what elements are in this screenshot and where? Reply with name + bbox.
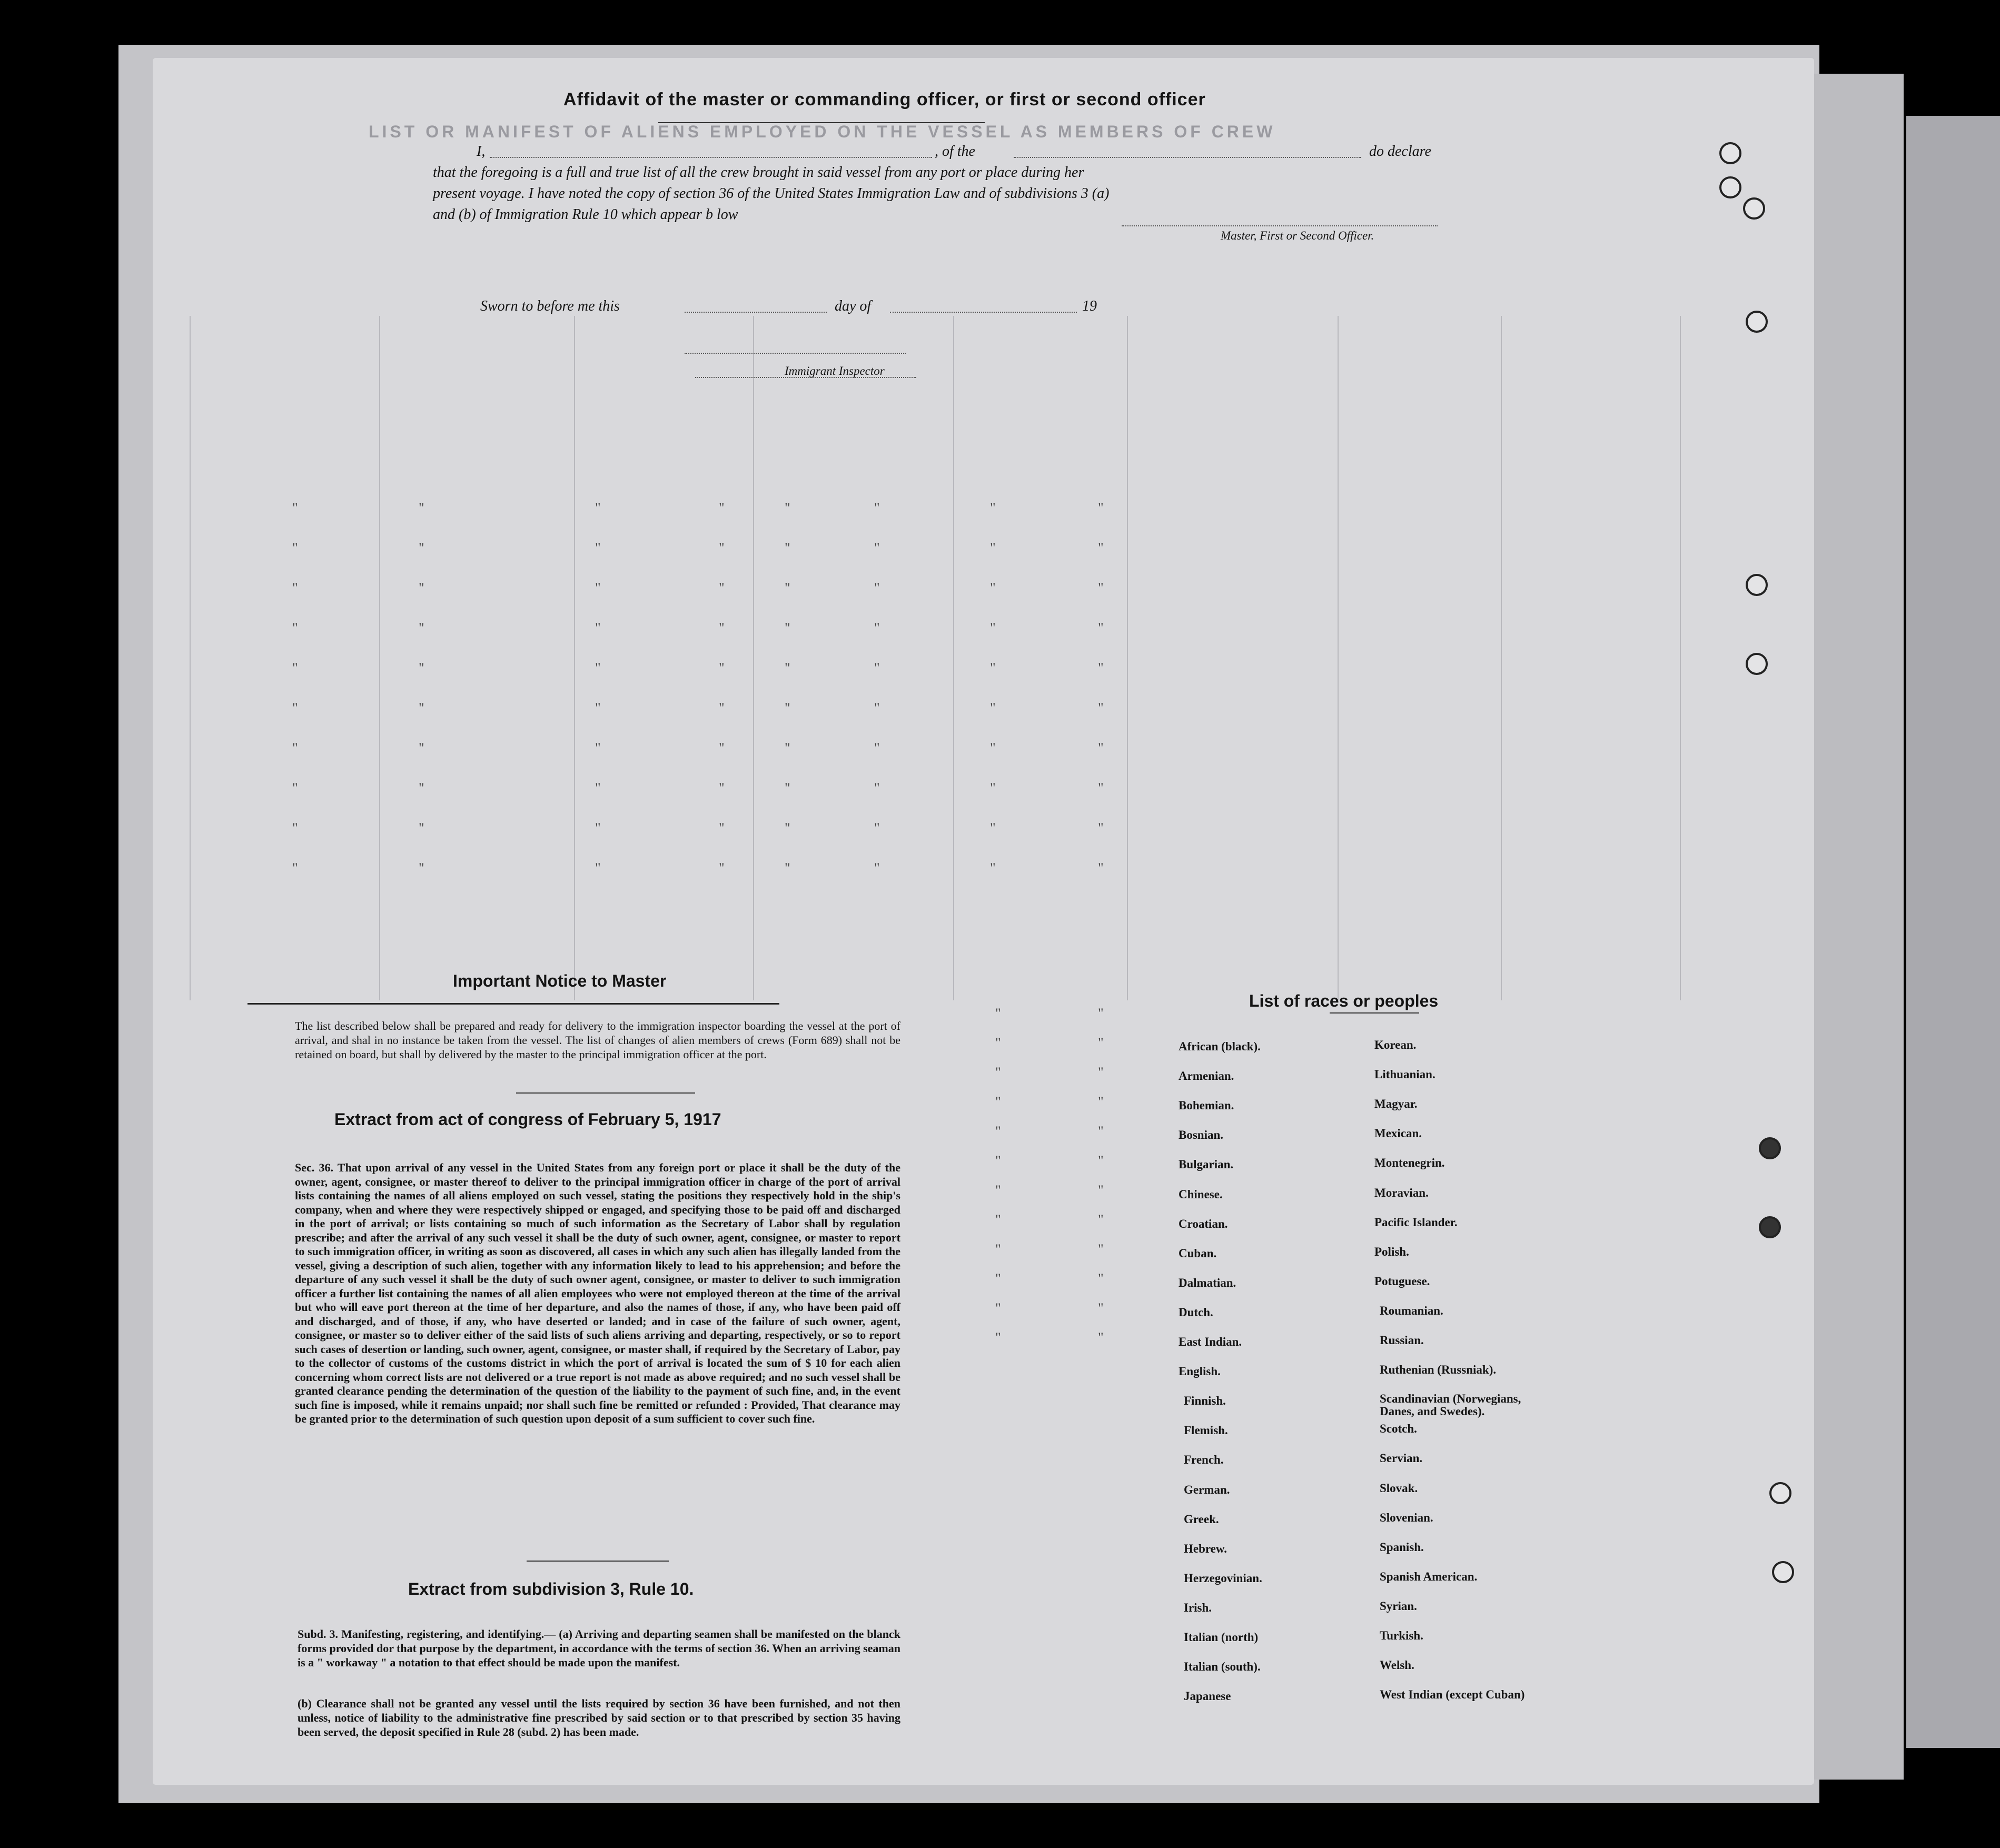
ditto-mark: " — [719, 700, 725, 716]
ditto-mark: " — [719, 500, 725, 515]
race-item: Potuguese. — [1374, 1274, 1430, 1288]
ditto-mark: " — [785, 740, 790, 756]
ditto-mark: " — [1098, 1153, 1104, 1168]
race-item: Flemish. — [1184, 1424, 1228, 1437]
ditto-mark: " — [1098, 820, 1104, 836]
ditto-mark: " — [595, 780, 601, 796]
ditto-mark: " — [995, 1300, 1001, 1316]
ditto-mark: " — [990, 620, 996, 635]
ditto-mark: " — [990, 820, 996, 836]
race-item: Armenian. — [1179, 1069, 1234, 1083]
race-item: Bosnian. — [1179, 1128, 1224, 1142]
vessel-blank — [1014, 157, 1361, 158]
ditto-mark: " — [874, 700, 880, 716]
ditto-mark: " — [1098, 700, 1104, 716]
ditto-mark: " — [292, 780, 298, 796]
affidavit-title: Affidavit of the master or commanding officer, or first or second officer — [563, 90, 1206, 110]
notice-rule — [247, 1003, 779, 1005]
ditto-mark: " — [1098, 1330, 1104, 1345]
race-item: Korean. — [1374, 1038, 1417, 1051]
ditto-mark: " — [785, 780, 790, 796]
ditto-mark: " — [995, 1153, 1001, 1168]
ditto-mark: " — [1098, 780, 1104, 796]
race-item: Italian (south). — [1184, 1660, 1261, 1674]
ditto-mark: " — [595, 500, 601, 515]
underlying-page-edge — [1814, 74, 1904, 1780]
ditto-mark: " — [990, 740, 996, 756]
ditto-mark: " — [990, 860, 996, 876]
ditto-mark: " — [995, 1065, 1001, 1080]
ditto-mark: " — [419, 820, 424, 836]
ditto-mark: " — [1098, 1241, 1104, 1257]
ditto-mark: " — [874, 740, 880, 756]
ditto-mark: " — [419, 780, 424, 796]
extract-rule-heading: Extract from subdivision 3, Rule 10. — [408, 1579, 694, 1598]
ditto-mark: " — [595, 620, 601, 635]
notice-body: The list described below shall be prepared and ready for delivery to the immigration inspector boarding the vessel at the port of arrival, and shal in no instance be taken from the vessel. The list of changes of alien members of crews (Form 689) shall not be retained on board, but shall by delivered by the master to the principal immigration officer at the port. — [295, 1019, 900, 1061]
ditto-mark: " — [990, 580, 996, 595]
ditto-mark: " — [292, 740, 298, 756]
ditto-mark: " — [719, 780, 725, 796]
ditto-mark: " — [874, 620, 880, 635]
race-item: Magyar. — [1374, 1097, 1418, 1111]
ditto-mark: " — [719, 620, 725, 635]
race-item: German. — [1184, 1483, 1230, 1496]
ditto-mark: " — [719, 740, 725, 756]
race-item: Pacific Islander. — [1374, 1215, 1458, 1229]
ditto-mark: " — [995, 1330, 1001, 1345]
ditto-mark: " — [719, 820, 725, 836]
faint-column-line — [574, 316, 575, 1000]
extract-rule-body-b: (b) Clearance shall not be granted any vessel until the lists required by section 36 have been furnished, and not then unless, notice of liability to the administrative fine prescribed by said section or to that prescribed by section 35 having been served, the deposit specified in Rule 28 (subd. 2) has been made. — [298, 1697, 900, 1738]
race-item: Slovenian. — [1380, 1511, 1433, 1524]
ditto-mark: " — [1098, 500, 1104, 515]
race-item: Scandinavian (Norwegians, Danes, and Swedes). — [1380, 1392, 1521, 1418]
ditto-mark: " — [995, 1183, 1001, 1198]
ditto-mark: " — [419, 500, 424, 515]
race-item: Montenegrin. — [1374, 1156, 1445, 1170]
inspector-label: Immigrant Inspector — [785, 364, 885, 377]
race-item: Cuban. — [1179, 1246, 1217, 1260]
faint-column-line — [190, 316, 191, 1000]
race-item: Italian (north) — [1184, 1631, 1259, 1644]
sworn-month-blank — [890, 312, 1077, 313]
ditto-mark: " — [785, 500, 790, 515]
ditto-mark: " — [874, 780, 880, 796]
race-item: Japanese — [1184, 1690, 1231, 1703]
race-item: Dutch. — [1179, 1305, 1213, 1319]
faint-column-line — [379, 316, 380, 1000]
faint-column-line — [1501, 316, 1502, 1000]
ditto-mark: " — [995, 1035, 1001, 1050]
ditto-mark: " — [995, 1212, 1001, 1227]
ditto-mark: " — [292, 580, 298, 595]
ditto-mark: " — [1098, 1183, 1104, 1198]
binder-hole — [1746, 653, 1768, 675]
race-item: West Indian (except Cuban) — [1380, 1688, 1525, 1702]
race-item: Chinese. — [1179, 1187, 1223, 1201]
race-item: Scotch. — [1380, 1422, 1417, 1436]
affidavit-line2: that the foregoing is a full and true list of all the crew brought in said vessel from any port or place during her — [433, 164, 1084, 181]
extract-short-rule — [527, 1561, 669, 1562]
title-underline — [658, 122, 985, 123]
ditto-mark: " — [419, 700, 424, 716]
extract-act-body: Sec. 36. That upon arrival of any vessel in the United States from any foreign port or place it shall be the duty of the owner, agent, consignee, or master thereof to deliver to the principal immigration officer in charge of the port of arrival lists containing the names of all aliens employed on such vessel, stating the positions they respectively hold in the ship's company, when and where they were respectively shipped or engaged, and specifying those to be paid off and discharged in the port of arrival; or lists containing so much of such information as the Secretary of Labor shall by regulation prescribe; and after the arrival of any such vessel it shall be the duty of such owner, agent, consignee, or master to report to such immigration officer, in writing as soon as discovered, all cases in which any such alien has illegally landed from the vessel, giving a description of such alien, together with any information likely to lead to his apprehension; and before the departure of any such vessel it shall be the duty of such owner agent, consignee, or master to deliver to such immigration officer a further list containing the names of all alien employees who were not employed thereon at the time of the arrival but who will eave port thereon at the time of her departure, and also the names of those, if any, who have been paid off and discharged, and of those, if any, who have deserted or landed; and in case of the failure of such owner, agent, consignee, or master so to deliver either of the said lists of such aliens arriving and departing, respectively, or so to report such cases of desertion or landing, such owner, agent, consignee, or master shall, if required by the Secretary of Labor, pay to the collector of customs of the customs district in which the port of arrival is located the sum of $ 10 for each alien concerning whom correct lists are not delivered or a true report is not made as above required; and no such vessel shall be granted clearance pending the determination of the question of the liability to the payment of such fine, and, in the event such fine is imposed, while it remains unpaid; nor shall such fine be remitted or refunded : Provided, That clearance may be granted prior to the determination of such question upon deposit of a sum sufficient to cover such fine. — [295, 1161, 900, 1425]
ditto-mark: " — [785, 660, 790, 675]
race-item: Irish. — [1184, 1601, 1212, 1614]
binder-hole — [1743, 197, 1765, 220]
ditto-mark: " — [874, 820, 880, 836]
ditto-mark: " — [419, 540, 424, 555]
race-item: Syrian. — [1380, 1599, 1417, 1613]
ditto-mark: " — [785, 860, 790, 876]
ditto-mark: " — [419, 740, 424, 756]
ditto-mark: " — [1098, 1094, 1104, 1109]
race-item: English. — [1179, 1365, 1221, 1378]
affidavit-line1-c: do declare — [1369, 143, 1431, 160]
race-item: Roumanian. — [1380, 1304, 1443, 1317]
race-item: Bohemian. — [1179, 1099, 1234, 1112]
faint-column-line — [1680, 316, 1681, 1000]
race-item: Lithuanian. — [1374, 1068, 1435, 1081]
ditto-mark: " — [292, 860, 298, 876]
bleed-through-header: LIST OR MANIFEST OF ALIENS EMPLOYED ON THE VESSEL AS MEMBERS OF CREW — [369, 122, 1276, 141]
ditto-mark: " — [990, 780, 996, 796]
affidavit-line1-b: , of the — [935, 143, 975, 160]
ditto-mark: " — [874, 540, 880, 555]
ditto-mark: " — [785, 580, 790, 595]
ditto-mark: " — [1098, 540, 1104, 555]
ditto-mark: " — [1098, 1035, 1104, 1050]
ditto-mark: " — [1098, 740, 1104, 756]
ditto-mark: " — [595, 820, 601, 836]
notice-heading: Important Notice to Master — [453, 971, 667, 990]
races-underline — [1330, 1012, 1419, 1014]
ditto-mark: " — [874, 860, 880, 876]
ditto-mark: " — [874, 660, 880, 675]
ditto-mark: " — [785, 540, 790, 555]
ditto-mark: " — [990, 660, 996, 675]
inspector-signature-line-1 — [685, 353, 906, 354]
ditto-mark: " — [1098, 580, 1104, 595]
ditto-mark: " — [292, 660, 298, 675]
race-item: Servian. — [1380, 1452, 1423, 1465]
race-item: Moravian. — [1374, 1186, 1429, 1199]
faint-column-line — [1338, 316, 1339, 1000]
extract-rule-body-a: Subd. 3. Manifesting, registering, and identifying.— (a) Arriving and departing seamen shall be manifested on the blanck forms provided dor that purpose by the department, in accordance with the terms of section 36. When an arriving seaman is a " workaway " a notation to that effect should be made upon the manifest. — [298, 1627, 900, 1669]
ditto-mark: " — [995, 1094, 1001, 1109]
race-item: Slovak. — [1380, 1481, 1418, 1495]
faint-column-line — [953, 316, 954, 1000]
race-item: Finnish. — [1184, 1394, 1226, 1408]
race-item: Greek. — [1184, 1512, 1219, 1526]
affidavit-line1-a: I, — [477, 143, 486, 160]
ditto-mark: " — [785, 820, 790, 836]
ditto-mark: " — [719, 860, 725, 876]
sworn-a: Sworn to before me this — [480, 298, 620, 314]
ditto-mark: " — [595, 860, 601, 876]
ditto-mark: " — [1098, 860, 1104, 876]
binder-hole — [1719, 142, 1741, 164]
ditto-mark: " — [419, 660, 424, 675]
ditto-mark: " — [1098, 1065, 1104, 1080]
ditto-mark: " — [292, 820, 298, 836]
ditto-mark: " — [1098, 1006, 1104, 1021]
ditto-mark: " — [595, 700, 601, 716]
ditto-mark: " — [1098, 660, 1104, 675]
race-item: Spanish. — [1380, 1540, 1424, 1554]
ditto-mark: " — [292, 620, 298, 635]
ditto-mark: " — [292, 540, 298, 555]
race-item: Welsh. — [1380, 1658, 1414, 1672]
name-blank — [490, 157, 932, 158]
ditto-mark: " — [990, 540, 996, 555]
ditto-mark: " — [1098, 1212, 1104, 1227]
sworn-c: 19 — [1082, 298, 1097, 314]
ditto-mark: " — [995, 1124, 1001, 1139]
race-item: East Indian. — [1179, 1335, 1242, 1348]
races-heading: List of races or peoples — [1249, 991, 1439, 1010]
race-item: Hebrew. — [1184, 1542, 1227, 1555]
binder-hole — [1772, 1561, 1794, 1583]
binder-hole — [1759, 1137, 1781, 1159]
binder-hole — [1759, 1216, 1781, 1238]
ditto-mark: " — [595, 540, 601, 555]
race-item: Dalmatian. — [1179, 1276, 1236, 1289]
race-item: Mexican. — [1374, 1127, 1422, 1140]
underlying-page-edge-far — [1906, 116, 2000, 1748]
ditto-mark: " — [719, 540, 725, 555]
race-item: Spanish American. — [1380, 1569, 1478, 1583]
binder-hole — [1746, 311, 1768, 333]
ditto-mark: " — [874, 500, 880, 515]
race-item: Ruthenian (Russniak). — [1380, 1363, 1497, 1377]
ditto-mark: " — [595, 660, 601, 675]
ditto-mark: " — [719, 580, 725, 595]
affidavit-line3: present voyage. I have noted the copy of section 36 of the United States Immigration Law and of subdivisions 3 (a) — [433, 185, 1110, 202]
ditto-mark: " — [1098, 620, 1104, 635]
race-item: Russian. — [1380, 1334, 1424, 1347]
ditto-mark: " — [595, 740, 601, 756]
binder-hole — [1719, 176, 1741, 198]
master-label: Master, First or Second Officer. — [1221, 229, 1374, 242]
race-item: Turkish. — [1380, 1629, 1423, 1642]
faint-column-line — [1127, 316, 1128, 1000]
race-item: African (black). — [1179, 1040, 1261, 1053]
ditto-mark: " — [419, 860, 424, 876]
race-item: French. — [1184, 1453, 1224, 1467]
race-item: Herzegovinian. — [1184, 1571, 1262, 1585]
master-signature-line — [1122, 225, 1438, 226]
ditto-mark: " — [292, 700, 298, 716]
ditto-mark: " — [785, 620, 790, 635]
ditto-mark: " — [990, 500, 996, 515]
ditto-mark: " — [995, 1006, 1001, 1021]
ditto-mark: " — [990, 700, 996, 716]
affidavit-line4: and (b) of Immigration Rule 10 which appear b low — [433, 206, 738, 223]
ditto-mark: " — [595, 580, 601, 595]
ditto-mark: " — [419, 620, 424, 635]
faint-column-line — [753, 316, 754, 1000]
extract-act-heading: Extract from act of congress of February 5, 1917 — [334, 1110, 721, 1129]
sworn-day-blank — [685, 312, 827, 313]
binder-hole — [1769, 1482, 1791, 1504]
ditto-mark: " — [995, 1241, 1001, 1257]
notice-short-rule — [516, 1092, 695, 1094]
ditto-mark: " — [995, 1271, 1001, 1286]
ditto-mark: " — [419, 580, 424, 595]
ditto-mark: " — [719, 660, 725, 675]
ditto-mark: " — [874, 580, 880, 595]
ditto-mark: " — [1098, 1300, 1104, 1316]
race-item: Bulgarian. — [1179, 1158, 1234, 1171]
race-item: Croatian. — [1179, 1217, 1228, 1230]
ditto-mark: " — [1098, 1271, 1104, 1286]
sworn-b: day of — [835, 298, 872, 314]
ditto-mark: " — [1098, 1124, 1104, 1139]
ditto-mark: " — [292, 500, 298, 515]
binder-hole — [1746, 574, 1768, 596]
manifest-sheet — [153, 58, 1814, 1785]
race-item: Polish. — [1374, 1245, 1409, 1258]
ditto-mark: " — [785, 700, 790, 716]
